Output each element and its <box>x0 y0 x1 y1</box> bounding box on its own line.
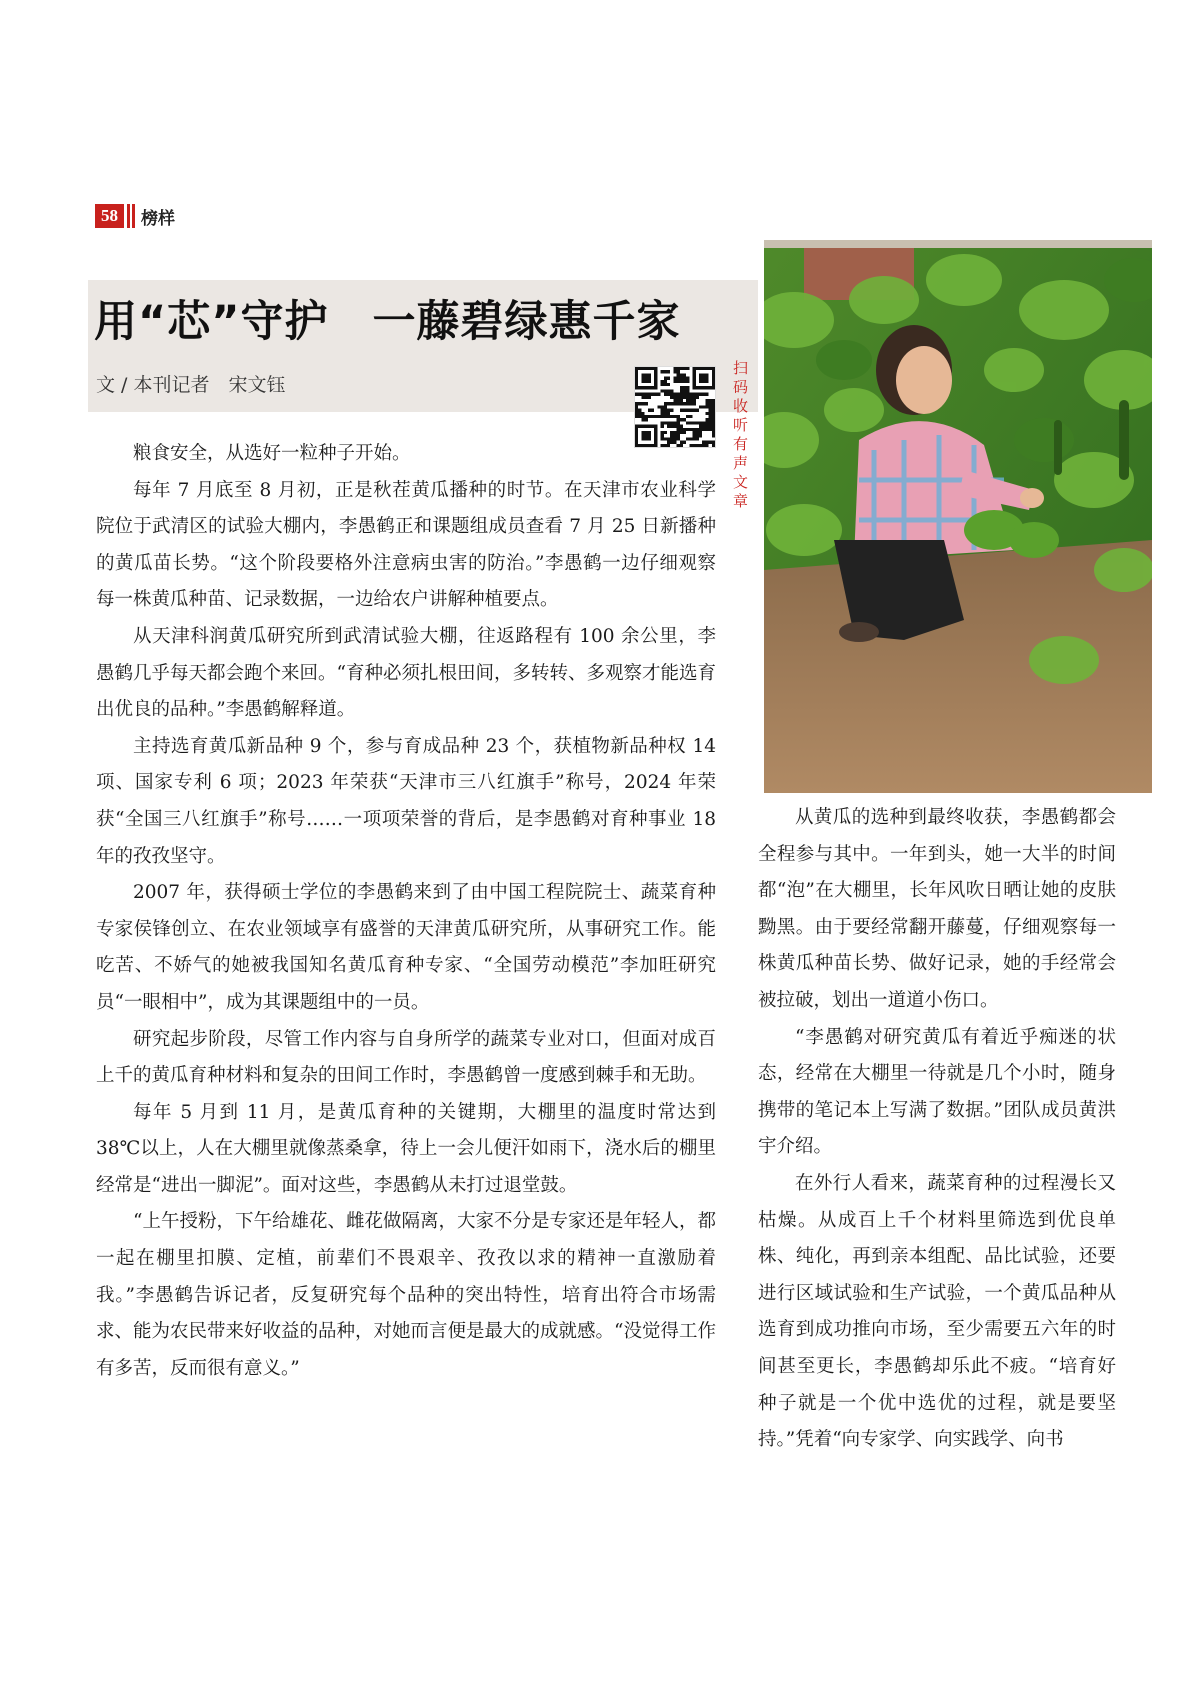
paragraph: “上午授粉，下午给雄花、雌花做隔离，大家不分是专家还是年轻人，都一起在棚里扣膜、定植，前辈们不畏艰辛、孜孜以求的精神一直激励着我。”李愚鹤告诉记者，反复研究每个品种的突出特性，培育出符合市场需求、能为农民带来好收益的品种，对她而言便是最大的成就感。“没觉得工作有多苦，反而很有意义。” <box>96 1211 716 1379</box>
article-title: 用“芯”守护 一藤碧绿惠千家 <box>94 297 681 347</box>
paragraph: 每年 7 月底至 8 月初，正是秋茬黄瓜播种的时节。在天津市农业科学院位于武清区的试验大棚内，李愚鹤正和课题组成员查看 7 月 25 日新播种的黄瓜苗长势。“这个阶段要格外注意病虫害的防治。”李愚鹤一边仔细观察每一株黄瓜种苗、记录数据，一边给农户讲解种植要点。 <box>96 479 716 611</box>
page-number-bars <box>127 204 137 228</box>
paragraph: 每年 5 月到 11 月，是黄瓜育种的关键期，大棚里的温度时常达到 38℃以上，人在大棚里就像蒸桑拿，待上一会儿便汗如雨下，浇水后的棚里经常是“进出一脚泥”。面对这些，李愚鹤从未打过退堂鼓。 <box>96 1101 716 1196</box>
page-header <box>95 203 175 229</box>
qr-code-graphic <box>635 367 715 447</box>
qr-caption: 扫码收听有声文章 <box>731 360 749 512</box>
paragraph: 从黄瓜的选种到最终收获，李愚鹤都会全程参与其中。一年到头，她一大半的时间都“泡”在大棚里，长年风吹日晒让她的皮肤黝黑。由于要经常翻开藤蔓，仔细观察每一株黄瓜种苗长势、做好记录，她的手经常会被拉破，划出一道道小伤口。 <box>758 807 1116 1011</box>
article-body-right <box>758 800 1116 1459</box>
paragraph: 粮食安全，从选好一粒种子开始。 <box>133 443 411 464</box>
article-body-left <box>96 436 716 1387</box>
paragraph: 从天津科润黄瓜研究所到武清试验大棚，往返路程有 100 余公里，李愚鹤几乎每天都会跑个来回。“育种必须扎根田间，多转转、多观察才能选育出优良的品种。”李愚鹤解释道。 <box>96 625 716 721</box>
photo-woman-cucumber-greenhouse-icon <box>764 240 1152 793</box>
article-byline: 文 / 本刊记者 宋文钰 <box>96 374 286 396</box>
paragraph: 2007 年，获得硕士学位的李愚鹤来到了由中国工程院院士、蔬菜育种专家侯锋创立、在农业领域享有盛誉的天津黄瓜研究所，从事研究工作。能吃苦、不娇气的她被我国知名黄瓜育种专家、“全国劳动模范”李加旺研究员“一眼相中”，成为其课题组中的一员。 <box>96 882 716 1013</box>
page-number: 58 <box>95 204 124 228</box>
paragraph: 主持选育黄瓜新品种 9 个，参与育成品种 23 个，获植物新品种权 14 项、国家专利 6 项；2023 年荣获“天津市三八红旗手”称号，2024 年荣获“全国三八红旗手”称号……一项项荣誉的背后，是李愚鹤对育种事业 18 年的孜孜坚守。 <box>96 735 716 867</box>
article-photo <box>764 240 1152 793</box>
paragraph: 研究起步阶段，尽管工作内容与自身所学的蔬菜专业对口，但面对成百上千的黄瓜育种材料和复杂的田间工作时，李愚鹤曾一度感到棘手和无助。 <box>96 1028 716 1087</box>
paragraph: “李愚鹤对研究黄瓜有着近乎痴迷的状态，经常在大棚里一待就是几个小时，随身携带的笔记本上写满了数据。”团队成员黄洪宇介绍。 <box>758 1026 1116 1158</box>
paragraph: 在外行人看来，蔬菜育种的过程漫长又枯燥。从成百上千个材料里筛选到优良单株、纯化，再到亲本组配、品比试验，还要进行区域试验和生产试验，一个黄瓜品种从选育到成功推向市场，至少需要五六年的时间甚至更长，李愚鹤却乐此不疲。“培育好种子就是一个优中选优的过程，就是要坚持。”凭着“向专家学、向实践学、向书 <box>758 1172 1116 1451</box>
section-label: 榜样 <box>141 208 175 229</box>
